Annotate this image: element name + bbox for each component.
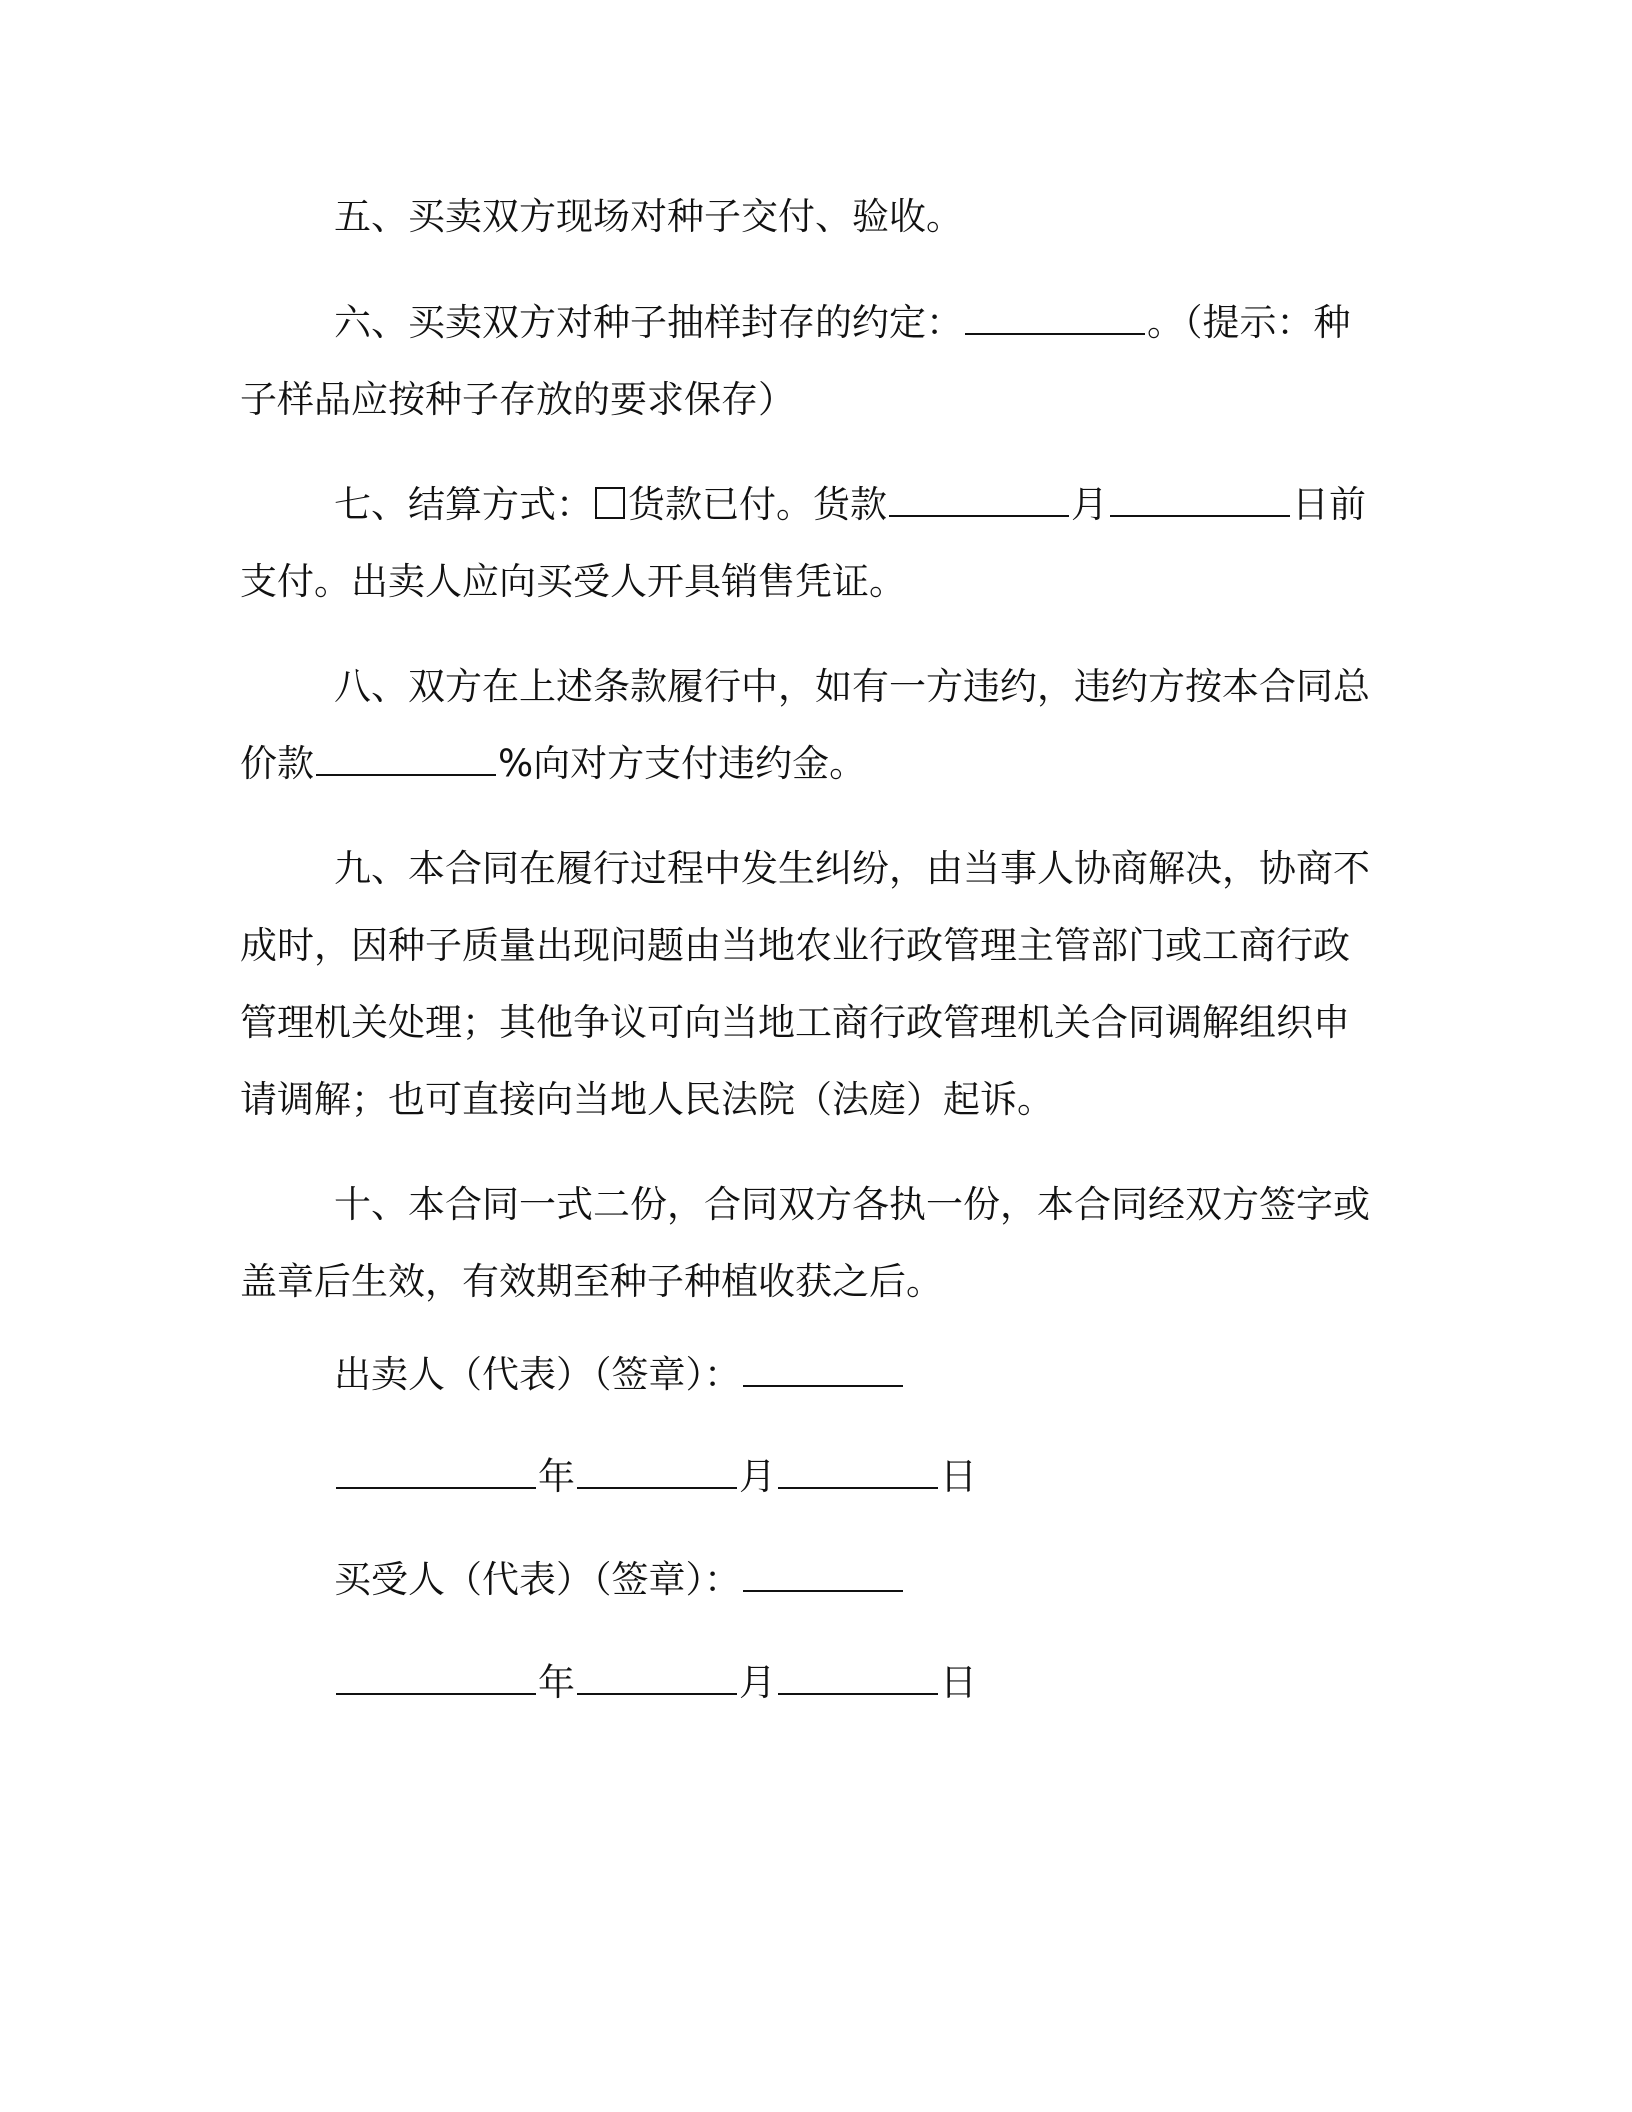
seller-year-blank[interactable] — [336, 1457, 536, 1489]
clause-nine-line-2: 成时，因种子质量出现问题由当地农业行政管理主管部门或工商行政 — [240, 924, 1350, 967]
buyer-signature-line — [240, 1541, 1380, 1618]
clause-ten-line-1: 十、本合同一式二份，合同双方各执一份，本合同经双方签字或 — [334, 1183, 1370, 1226]
buyer-day-blank[interactable] — [778, 1663, 938, 1695]
clause-eight-line-1: 八、双方在上述条款履行中，如有一方违约，违约方按本合同总 — [334, 665, 1370, 708]
seller-signature-blank[interactable] — [743, 1355, 903, 1387]
buyer-day-label: 日 — [940, 1661, 977, 1704]
buyer-date-block — [240, 1644, 1380, 1721]
clause-ten-line-2: 盖章后生效，有效期至种子种植收获之后。 — [240, 1260, 943, 1303]
clause-seven — [240, 466, 1380, 620]
buyer-month-blank[interactable] — [577, 1663, 737, 1695]
buyer-date-line — [240, 1644, 1380, 1721]
clause-nine-line-3: 管理机关处理；其他争议可向当地工商行政管理机关合同调解组织申 — [240, 1001, 1350, 1044]
clause-ten — [240, 1166, 1380, 1320]
seller-day-label: 日 — [940, 1455, 977, 1498]
clause-seven-line-2: 支付。出卖人应向买受人开具销售凭证。 — [240, 560, 906, 603]
buyer-signature-block — [240, 1541, 1380, 1618]
buyer-year-label: 年 — [538, 1661, 575, 1704]
seller-year-label: 年 — [538, 1455, 575, 1498]
payment-day-blank[interactable] — [1110, 485, 1290, 517]
clause-eight-part-2: %向对方支付违约金。 — [498, 742, 867, 785]
seller-day-blank[interactable] — [778, 1457, 938, 1489]
clause-eight-part-1: 价款 — [240, 742, 314, 785]
clause-six-part-2: 。（提示：种 — [1147, 301, 1351, 344]
seller-month-blank[interactable] — [577, 1457, 737, 1489]
buyer-year-blank[interactable] — [336, 1663, 536, 1695]
payment-month-blank[interactable] — [889, 485, 1069, 517]
seller-date-line — [240, 1438, 1380, 1515]
clause-seven-part-2: 货款已付。货款 — [628, 483, 887, 526]
clause-six-line-2: 子样品应按种子存放的要求保存） — [240, 378, 795, 421]
seller-date-block — [240, 1438, 1380, 1515]
clause-nine-line-1: 九、本合同在履行过程中发生纠纷，由当事人协商解决，协商不 — [334, 847, 1370, 890]
payment-paid-checkbox[interactable] — [595, 487, 625, 519]
sealing-agreement-blank[interactable] — [965, 303, 1145, 335]
buyer-signature-label: 买受人（代表）（签章）： — [334, 1558, 741, 1601]
clause-nine-line-4: 请调解；也可直接向当地人民法院（法庭）起诉。 — [240, 1078, 1054, 1121]
clause-five-text: 五、买卖双方现场对种子交付、验收。 — [334, 195, 963, 238]
buyer-signature-blank[interactable] — [743, 1560, 903, 1592]
clause-nine — [240, 830, 1380, 1138]
seller-signature-label: 出卖人（代表）（签章）： — [334, 1353, 741, 1396]
clause-seven-part-1: 七、结算方式： — [334, 483, 593, 526]
clause-seven-part-4: 日前 — [1292, 483, 1366, 526]
clause-six-part-1: 六、买卖双方对种子抽样封存的约定： — [334, 301, 963, 344]
seller-month-label: 月 — [739, 1455, 776, 1498]
clause-eight — [240, 648, 1380, 802]
clause-five — [240, 178, 1380, 255]
clause-seven-line-1 — [240, 466, 1380, 543]
penalty-percent-blank[interactable] — [316, 744, 496, 776]
clause-seven-part-3: 月 — [1071, 483, 1108, 526]
clause-six — [240, 284, 1380, 438]
clause-eight-line-2 — [240, 725, 1380, 802]
clause-six-line-1 — [240, 284, 1380, 361]
seller-signature-block — [240, 1336, 1380, 1413]
buyer-month-label: 月 — [739, 1661, 776, 1704]
seller-signature-line — [240, 1336, 1380, 1413]
